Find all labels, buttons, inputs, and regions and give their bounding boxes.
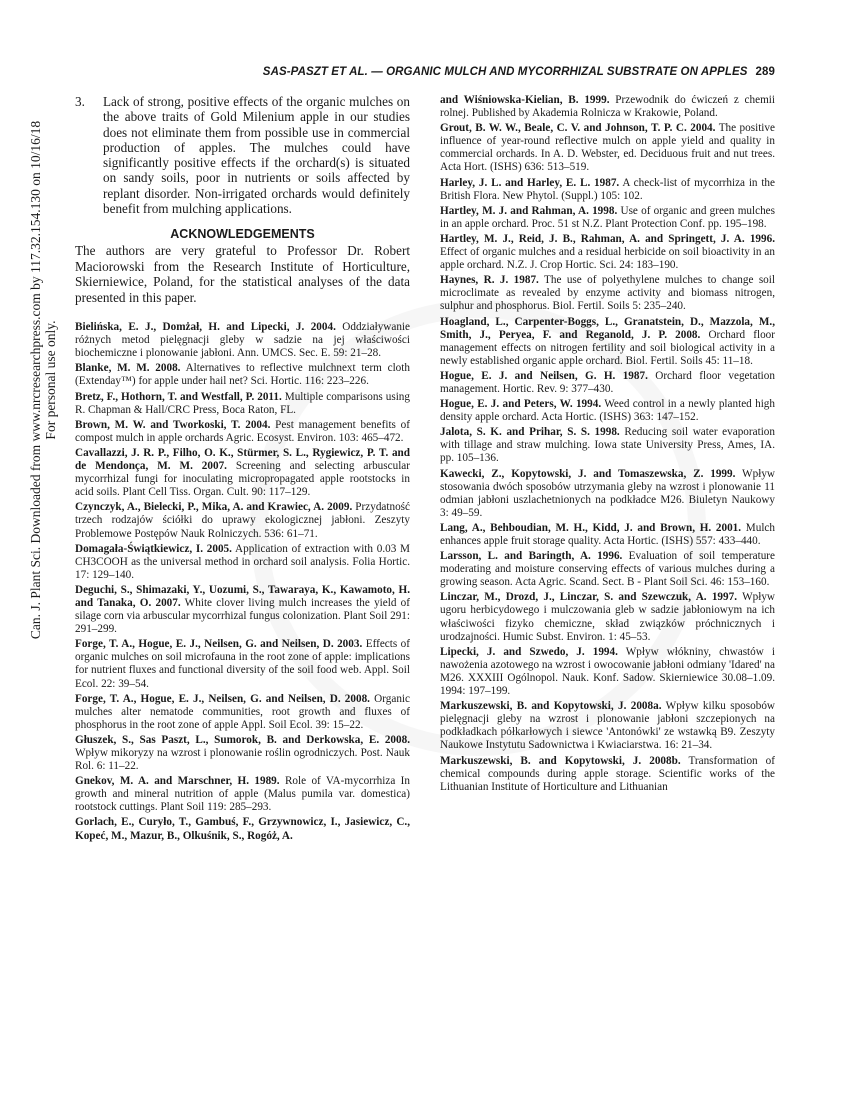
download-notice-line1: Can. J. Plant Sci. Downloaded from www.nrcresearchpress.com by 117.32.154.130 on 10/16/18 (28, 120, 43, 640)
reference-authors: Forge, T. A., Hogue, E. J., Neilsen, G. and Neilsen, D. 2003. (75, 638, 363, 651)
reference-text: Pest management benefits of compost mulch in apple orchards Agric. Ecosyst. Environ. 103: 465–472. (75, 418, 410, 444)
reference-entry (440, 233, 775, 272)
reference-entry (440, 370, 775, 396)
reference-text: Wpływ kilku sposobów pielęgnacji gleby na wzrost i plonowanie jabłoni szczepionych na podkładkach półkarłowych i siewce 'Antonówki' ze wstawką B9. Zeszyty Naukowe Instytutu Sadownictwa i Kwiaciarstwa. 16: 21–34. (440, 700, 775, 752)
reference-entry (440, 316, 775, 368)
reference-authors: Bretz, F., Hothorn, T. and Westfall, P. 2011. (75, 390, 282, 403)
reference-text: Application of extraction with 0.03 M CH3COOH as the universal method in orchard soil analysis. Folia Hortic. 17: 129–140. (75, 542, 410, 581)
reference-entry (75, 816, 410, 842)
reference-text: Use of organic and green mulches in an apple orchard. Proc. 51 st N.Z. Plant Protection Conf. pp. 195–198. (440, 204, 775, 230)
reference-text: Transformation of chemical compounds during apple storage. Scientific works of the Lithuanian Institute of Horticulture and Lithuanian (440, 754, 775, 793)
reference-entry (440, 646, 775, 698)
reference-entry (440, 205, 775, 231)
reference-entry (75, 734, 410, 773)
conclusion-text: Lack of strong, positive effects of the organic mulches on the above traits of Gold Milenium apple in our studies does not eliminate them from possible use in commercial production of apples. The mulches could have significantly positive effects if the orchard(s) is situated on sandy soils, poor in nutrients or soils affected by replant disorder. Non-irrigated orchards would definitely benefit from mulching applications. (103, 94, 410, 217)
reference-authors: Cavallazzi, J. R. P., Filho, O. K., Stürmer, S. L., Rygiewicz, P. T. and de Mendonça, M. M. 2007. (75, 446, 410, 473)
reference-entry (440, 274, 775, 313)
reference-text: Wpływ stosowania dwóch sposobów utrzymania gleby na wzrost i plonowanie 11 odmian jabłoni uszlachetnionych na podkładce M26. Biuletyn Naukowy 3: 49–59. (440, 467, 775, 519)
reference-list-left (75, 321, 410, 843)
reference-text: Wpływ włókniny, chwastów i nawożenia azotowego na wzrost i owocowanie jabłoni odmiany 'Idared' na M26. XXXIII Ogólnopol. Nauk. Konf. Sadow. Skierniewice 30.08–1.09. 1994: 197–199. (440, 645, 775, 698)
reference-entry (440, 522, 775, 548)
reference-entry (75, 638, 410, 690)
reference-entry (440, 591, 775, 643)
reference-list-right (440, 94, 775, 794)
reference-entry (440, 94, 775, 120)
reference-entry (75, 362, 410, 388)
reference-authors: Larsson, L. and Baringth, A. 1996. (440, 550, 623, 563)
reference-text: The use of polyethylene mulches to change soil microclimate as revealed by enzyme activity and biomass nitrogen, sulphur and phosphorus. Biol. Fertil. Soils 5: 235–240. (440, 274, 775, 313)
reference-text: Orchard floor management effects on nitrogen fertility and soil biological activity in a newly established organic apple orchard. Biol. Fertil. Soils 45: 11–18. (440, 328, 775, 367)
reference-text: Effect of organic mulches and a residual herbicide on soil bioactivity in an apple orchard. N.Z. J. Crop Hortic. Sci. 24: 183–190. (440, 246, 775, 272)
acknowledgements-heading: ACKNOWLEDGEMENTS (170, 227, 315, 242)
reference-authors: Harley, J. L. and Harley, E. L. 1987. (440, 176, 620, 189)
reference-text: The positive influence of year-round reflective mulch on apple yield and quality in commercial orchards. In A. D. Webster, ed. Deciduous fruit and nut trees. Acta Hort. (ISHS) 636: 513–519. (440, 122, 775, 174)
reference-entry (75, 321, 410, 360)
reference-authors: Hartley, M. J., Reid, J. B., Rahman, A. and Springett, J. A. 1996. (440, 232, 775, 245)
reference-authors: Głuszek, S., Sas Paszt, L., Sumorok, B. and Derkowska, E. 2008. (75, 733, 410, 746)
reference-authors: Blanke, M. M. 2008. (75, 362, 181, 375)
reference-entry (440, 550, 775, 589)
reference-entry (75, 693, 410, 732)
reference-text: Screening and selecting arbuscular mycorrhizal fungi for inoculating micropropagated apple rootstocks in acid soils. Plant Cell Tiss. Organ. Cult. 90: 117–129. (75, 460, 410, 499)
reference-text: Role of VA-mycorrhiza In growth and mineral nutrition of apple (Malus pumila var. domestica) rootstock cuttings. Plant Soil 119: 285–293. (75, 775, 410, 814)
reference-text: Przydatność trzech rodzajów ściółki do uprawy ekologicznej jabłoni. Zeszyty Problemowe Postępów Nauk Rolniczych. 536: 61–71. (75, 501, 410, 540)
reference-entry (440, 398, 775, 424)
reference-entry (75, 447, 410, 499)
reference-authors: Hogue, E. J. and Peters, W. 1994. (440, 398, 602, 411)
reference-text: Weed control in a newly planted high density apple orchard. Acta Hortic. (ISHS) 363: 147–152. (440, 398, 775, 424)
reference-entry (440, 468, 775, 520)
reference-text: Effects of organic mulches on soil microfauna in the root zone of apple: implications for nutrient fluxes and functional diversity of the soil food web. Appl. Soil Ecol. 22: 39–54. (75, 638, 410, 690)
reference-entry (440, 177, 775, 203)
download-notice-line2: For personal use only. (43, 320, 58, 440)
reference-authors: Lipecki, J. and Szwedo, J. 1994. (440, 645, 618, 658)
reference-authors: Domagała-Świątkiewicz, I. 2005. (75, 542, 232, 555)
reference-authors: Markuszewski, B. and Kopytowski, J. 2008a. (440, 700, 662, 713)
left-column (75, 94, 410, 845)
reference-authors: Forge, T. A., Hogue, E. J., Neilsen, G. and Neilsen, D. 2008. (75, 692, 370, 705)
reference-entry (440, 426, 775, 465)
page-number: 289 (755, 66, 775, 78)
reference-authors: Brown, M. W. and Tworkoski, T. 2004. (75, 418, 271, 431)
reference-authors: Lang, A., Behboudian, M. H., Kidd, J. and Brown, H. 2001. (440, 521, 742, 534)
reference-text: Oddziaływanie różnych metod pielęgnacji gleby w sadzie na jej właściwości biochemiczne i plonowanie jabłoni. Ann. UMCS. Sec. E. 59: 21–28. (75, 321, 410, 360)
reference-authors: Czynczyk, A., Bielecki, P., Mika, A. and Krawiec, A. 2009. (75, 501, 353, 514)
reference-text: Wpływ mikoryzy na wzrost i plonowanie roślin ogrodniczych. Post. Nauk Rol. 6: 11–22. (75, 747, 410, 773)
reference-authors: Hogue, E. J. and Neilsen, G. H. 1987. (440, 369, 648, 382)
reference-text: Orchard floor vegetation management. Hortic. Rev. 9: 377–430. (440, 369, 775, 395)
reference-authors: Jalota, S. K. and Prihar, S. S. 1998. (440, 426, 620, 439)
reference-authors: Grout, B. W. W., Beale, C. V. and Johnson, T. P. C. 2004. (440, 122, 716, 135)
reference-entry (440, 700, 775, 752)
reference-text: A check-list of mycorrhiza in the British Flora. New Phytol. (Suppl.) 105: 102. (440, 176, 775, 202)
reference-authors: Gnekov, M. A. and Marschner, H. 1989. (75, 775, 280, 788)
reference-text: Przewodnik do ćwiczeń z chemii rolnej. Published by Akademia Rolnicza w Krakowie, Poland. (440, 94, 776, 120)
running-header (180, 66, 775, 78)
conclusion-item-3 (75, 94, 410, 216)
running-head-title: SAS-PASZT ET AL. — ORGANIC MULCH AND MYCORRHIZAL SUBSTRATE ON APPLES (262, 66, 748, 78)
reference-authors: Bielińska, E. J., Domżał, H. and Lipecki, J. 2004. (75, 321, 336, 334)
reference-text: Evaluation of soil temperature moderating and moisture conserving effects of various mulches during a growing season. Acta Agric. Scand. Sect. B - Plant Soil Sci. 46: 153–160. (440, 550, 775, 589)
acknowledgements-text: The authors are very grateful to Professor Dr. Robert Maciorowski from the Research Institute of Horticulture, Skierniewice, Poland, for the statistical analyses of the data presented in this paper. (75, 243, 410, 305)
reference-text: Multiple comparisons using R. Chapman & Hall/CRC Press, Boca Raton, FL. (75, 390, 410, 416)
reference-authors: Hoagland, L., Carpenter-Boggs, L., Granatstein, D., Mazzola, M., Smith, J., Peryea, F. and Reganold, J. P. 2008. (440, 315, 775, 341)
reference-authors: Markuszewski, B. and Kopytowski, J. 2008b. (440, 754, 681, 767)
conclusion-number: 3. (75, 94, 85, 109)
reference-entry (440, 755, 775, 794)
reference-authors: Linczar, M., Drozd, J., Linczar, S. and Szewczuk, A. 1997. (440, 591, 738, 604)
reference-authors: Kawecki, Z., Kopytowski, J. and Tomaszewska, Z. 1999. (440, 467, 736, 480)
reference-text: Reducing soil water evaporation with tillage and straw mulching. Iowa state University Press, Ames, IA. pp. 105–136. (440, 426, 775, 465)
reference-entry (440, 122, 775, 174)
reference-authors: Hartley, M. J. and Rahman, A. 1998. (440, 204, 618, 217)
reference-entry (75, 543, 410, 582)
reference-text: Mulch enhances apple fruit storage quality. Acta Hortic. (ISHS) 557: 433–440. (440, 521, 775, 547)
reference-text: Wpływ ugoru herbicydowego i mulczowania gleb w sadzie jabłoniowym na ich właściwości fizyko chemiczne, skład związków próchnicznych i urodzajności. Humic Subst. Environ. 1: 45–53. (440, 591, 775, 643)
reference-text: Alternatives to reflective mulchnext term cloth (Extenday™) for apple under hail net? Sci. Hortic. 116: 223–226. (75, 362, 410, 388)
reference-text: White clover living mulch increases the yield of silage corn via arbuscular mycorrhizal fungus colonization. Plant Soil 291: 291–299. (75, 596, 410, 636)
right-column (440, 94, 775, 796)
reference-entry (75, 419, 410, 445)
reference-entry (75, 501, 410, 540)
reference-entry (75, 584, 410, 636)
reference-text: Organic mulches alter nematode communities, root growth and fluxes of phosphorus in the root zone of apple Appl. Soil Ecol. 39: 15–22. (75, 692, 410, 731)
reference-entry (75, 391, 410, 417)
reference-entry (75, 775, 410, 814)
reference-authors: and Wiśniowska-Kielian, B. 1999. (440, 94, 610, 106)
reference-authors: Haynes, R. J. 1987. (440, 274, 539, 287)
reference-authors: Deguchi, S., Shimazaki, Y., Uozumi, S., Tawaraya, K., Kawamoto, H. and Tanaka, O. 2007. (75, 583, 410, 609)
reference-authors: Gorlach, E., Curyło, T., Gambuś, F., Grzywnowicz, I., Jasiewicz, C., Kopeć, M., Mazur, B., Olkuśnik, S., Rogóż, A. (75, 816, 410, 842)
